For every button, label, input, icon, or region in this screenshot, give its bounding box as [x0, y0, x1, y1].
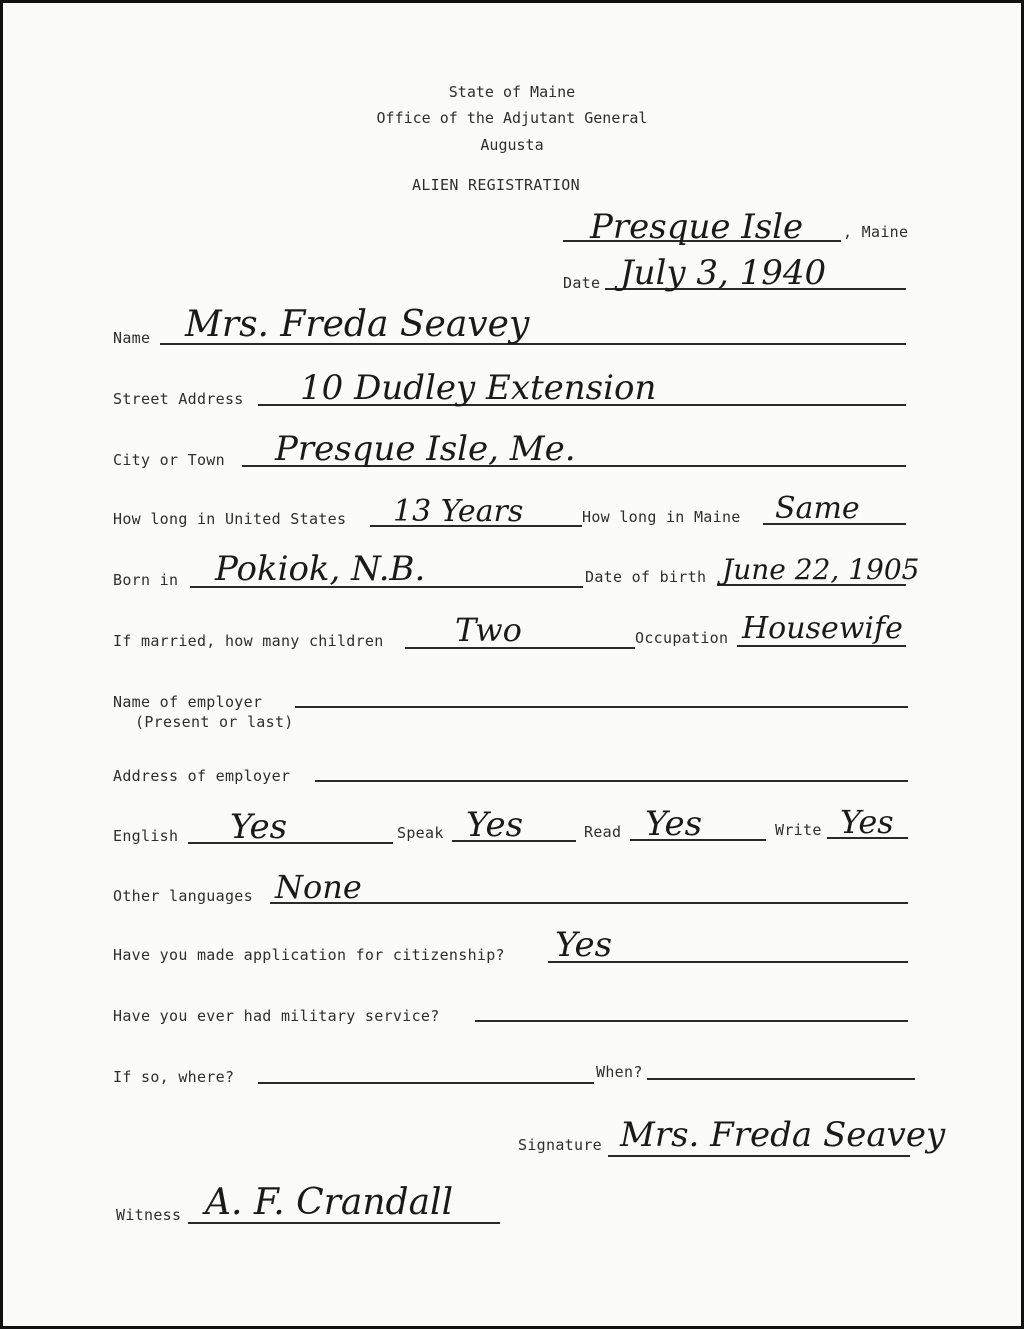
occupation-label: Occupation: [635, 629, 729, 647]
witness-label: Witness: [116, 1206, 182, 1224]
other-languages-value: None: [275, 868, 362, 906]
signature-value: Mrs. Freda Seavey: [620, 1115, 946, 1155]
military-line: [475, 1020, 908, 1022]
write-label: Write: [775, 821, 822, 839]
other-languages-label: Other languages: [113, 887, 253, 905]
place-value: Presque Isle: [590, 207, 804, 247]
citizenship-value: Yes: [555, 925, 613, 965]
military-label: Have you ever had military service?: [113, 1007, 440, 1025]
when-line: [647, 1078, 915, 1080]
if-so-where-line: [258, 1082, 594, 1084]
born-in-value: Pokiok, N.B.: [215, 549, 426, 589]
occupation-value: Housewife: [742, 611, 903, 646]
born-in-label: Born in: [113, 571, 179, 589]
form-title: ALIEN REGISTRATION: [412, 176, 580, 194]
employer-address-label: Address of employer: [113, 767, 291, 785]
how-long-us-value: 13 Years: [393, 494, 524, 529]
name-label: Name: [113, 329, 151, 347]
children-label: If married, how many children: [113, 632, 384, 650]
citizenship-label: Have you made application for citizenship?: [113, 946, 505, 964]
employer-name-line: [295, 706, 908, 708]
when-label: When?: [596, 1063, 643, 1081]
english-value: Yes: [230, 807, 288, 847]
date-of-birth-value: June 22, 1905: [722, 553, 920, 586]
date-value: July 3, 1940: [620, 253, 827, 293]
how-long-maine-value: Same: [775, 491, 860, 526]
date-of-birth-label: Date of birth: [585, 568, 707, 586]
read-label: Read: [584, 823, 622, 841]
maine-label: , Maine: [843, 223, 909, 241]
english-label: English: [113, 827, 179, 845]
date-label: Date: [563, 274, 601, 292]
city-value: Presque Isle, Me.: [275, 429, 576, 469]
signature-line: [608, 1155, 910, 1157]
english-line: [188, 842, 393, 844]
street-address-value: 10 Dudley Extension: [300, 368, 657, 408]
read-value: Yes: [645, 804, 703, 844]
header-state: State of Maine: [448, 83, 576, 101]
header-office: Office of the Adjutant General: [376, 109, 648, 127]
children-value: Two: [455, 611, 522, 649]
street-address-label: Street Address: [113, 390, 244, 408]
if-so-where-label: If so, where?: [113, 1068, 235, 1086]
write-value: Yes: [840, 803, 894, 841]
employer-sub-label: (Present or last): [135, 713, 294, 731]
signature-label: Signature: [518, 1136, 602, 1154]
other-languages-line: [270, 902, 908, 904]
employer-address-line: [315, 780, 908, 782]
how-long-us-label: How long in United States: [113, 510, 347, 528]
city-label: City or Town: [113, 451, 225, 469]
header-city: Augusta: [480, 136, 544, 154]
employer-name-label: Name of employer: [113, 693, 263, 711]
witness-value: A. F. Crandall: [205, 1182, 454, 1223]
speak-label: Speak: [397, 824, 444, 842]
name-value: Mrs. Freda Seavey: [185, 304, 530, 345]
speak-value: Yes: [466, 805, 524, 845]
how-long-maine-label: How long in Maine: [582, 508, 741, 526]
